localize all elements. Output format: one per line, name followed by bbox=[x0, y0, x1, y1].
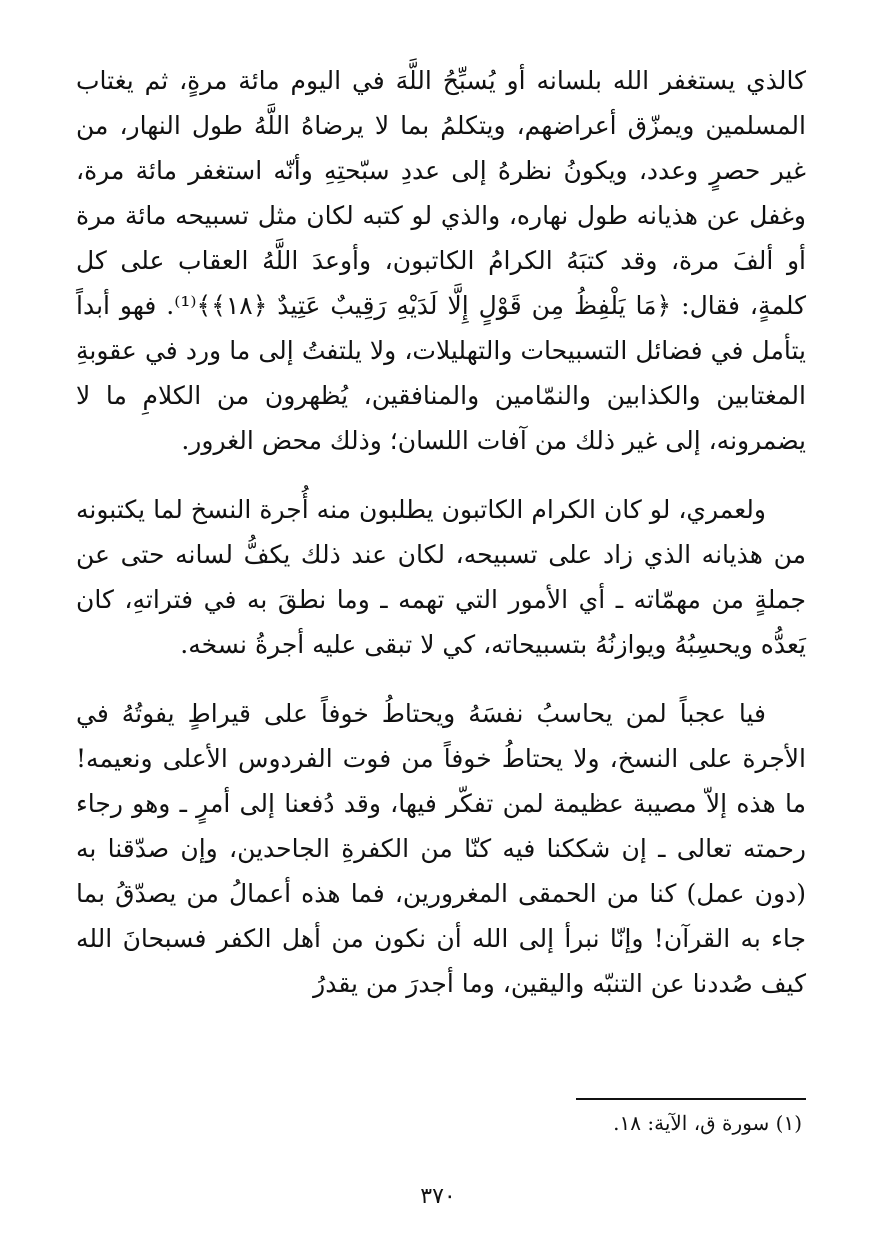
paragraph-1: كالذي يستغفر الله بلسانه أو يُسبِّحُ اللَّهَ في اليوم مائة مرةٍ، ثم يغتاب المسلمين ويمزّق أعراضهم، ويتكلمُ بما لا يرضاهُ اللَّهُ طول النهار، من غير حصرٍ وعدد، ويكونُ نظرهُ إلى عددِ سبّحتِهِ وأنّه استغفر مائة مرة، وغفل عن هذيانه طول نهاره، والذي لو كتبه لكان مثل تسبيحه مائة مرة أو ألفَ مرة، وقد كتبَهُ الكرامُ الكاتبون، وأوعدَ اللَّهُ العقاب على كل كلمةٍ، فقال: ﴿مَا يَلْفِظُ مِن قَوْلٍ إِلَّا لَدَيْهِ رَقِيبٌ عَتِيدٌ ﴿١٨﴾﴾⁽¹⁾. فهو أبداً يتأمل في فضائل التسبيحات والتهليلات، ولا يلتفتُ إلى ما ورد في عقوبةِ المغتابين والكذابين والنمّامين والمنافقين، يُظهرون من الكلامِ ما لا يضمرونه، إلى غير ذلك من آفات اللسان؛ وذلك محض الغرور. bbox=[76, 66, 807, 455]
footnote: (١) سورة ق، الآية: ١٨. bbox=[613, 1111, 802, 1135]
page-number: ٣٧٠ bbox=[420, 1184, 456, 1209]
page-body bbox=[76, 58, 806, 1006]
footnote-divider bbox=[576, 1098, 806, 1100]
paragraph-2: ولعمري، لو كان الكرام الكاتبون يطلبون منه أُجرة النسخ لما يكتبونه من هذيانه الذي زاد على تسبيحه، لكان عند ذلك يكفُّ لسانه حتى عن جملةٍ من مهمّاته ـ أي الأمور التي تهمه ـ وما نطقَ به في فتراتهِ، كان يَعدُّه ويحسِبُهُ ويوازنُهُ بتسبيحاته، كي لا تبقى عليه أجرةُ نسخه. bbox=[76, 495, 806, 659]
paragraph-3: فيا عجباً لمن يحاسبُ نفسَهُ ويحتاطُ خوفاً على قيراطٍ يفوتُهُ في الأجرة على النسخ، ولا يحتاطُ خوفاً من فوت الفردوس الأعلى ونعيمه! ما هذه إلاّ مصيبة عظيمة لمن تفكّر فيها، وقد دُفعنا إلى أمرٍ ـ وهو رجاء رحمته تعالى ـ إن شككنا فيه كنّا من الكفرةِ الجاحدين، وإن صدّقنا به (دون عمل) كنا من الحمقى المغرورين، فما هذه أعمالُ من يصدّقُ بما جاء به القرآن! وإنّا نبرأ إلى الله أن نكون من أهل الكفر فسبحانَ الله كيف صُددنا عن التنبّه واليقين، وما أجدرَ من يقدرُ bbox=[76, 699, 806, 998]
